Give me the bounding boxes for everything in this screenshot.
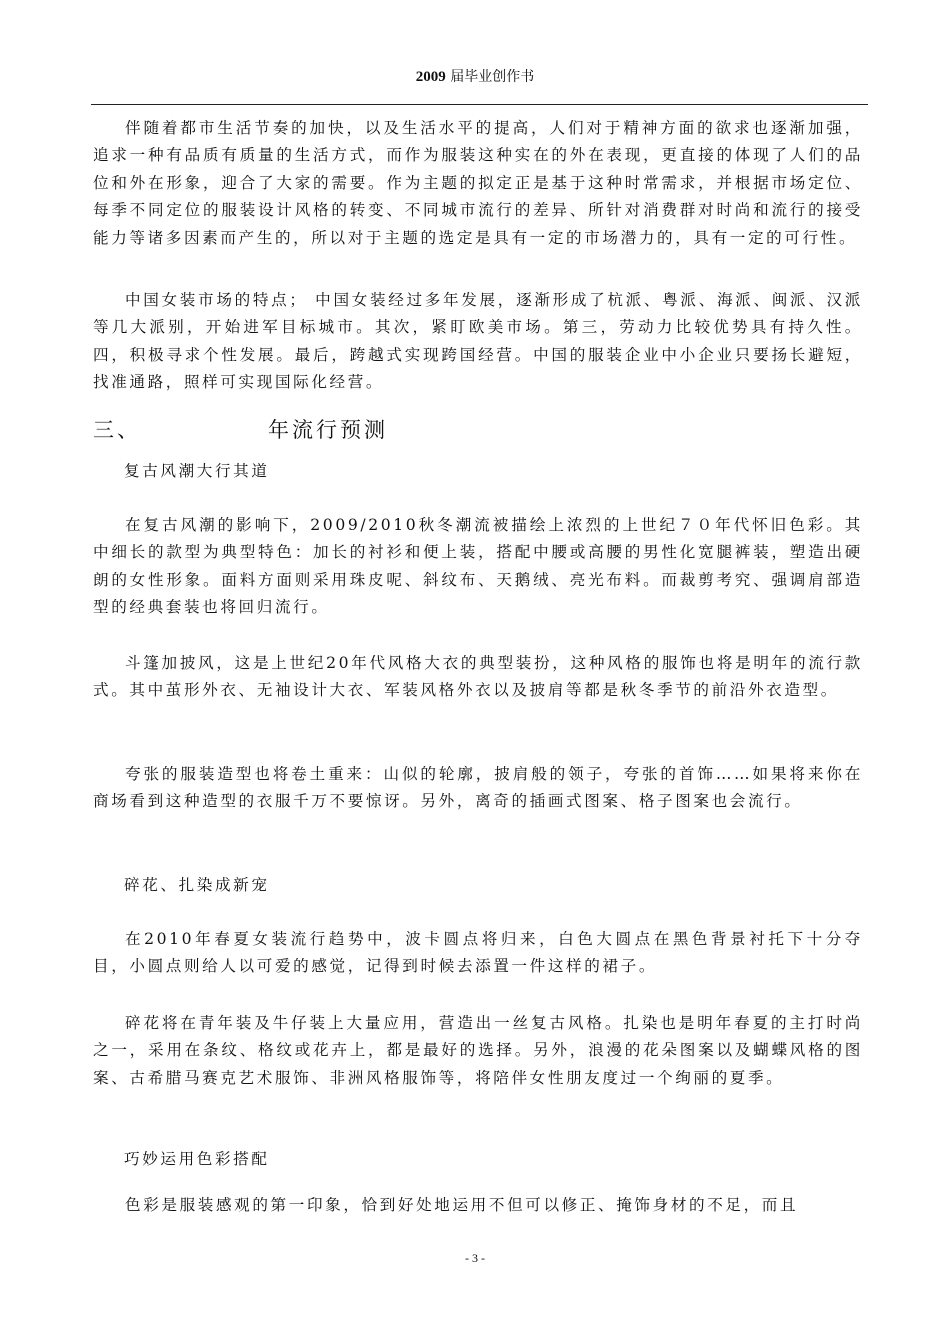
subheading-color: 巧妙运用色彩搭配 <box>124 1150 270 1168</box>
section-title: 年流行预测 <box>268 418 388 442</box>
paragraph-retro: 在复古风潮的影响下，2009/2010秋冬潮流被描绘上浓烈的上世纪７０年代怀旧色彩。其中细长的款型为典型特色：加长的衬衫和便上装，搭配中腰或高腰的男性化宽腿裤装，塑造出硬朗的女性形象。面料方面则采用珠皮呢、斜纹布、天鹅绒、亮光布料。而裁剪考究、强调肩部造型的经典套装也将回归流行。 <box>93 516 863 617</box>
paragraph-market: 中国女装市场的特点； 中国女装经过多年发展，逐渐形成了杭派、粤派、海派、闽派、汉派等几大派别，开始进军目标城市。其次，紧盯欧美市场。第三，劳动力比较优势具有持久性。四，积极寻求个性发展。最后，跨越式实现跨国经营。中国的服装企业中小企业只要扬长避短，找准通路，照样可实现国际化经营。 <box>93 291 863 392</box>
header-rule <box>91 104 868 105</box>
subheading-floral: 碎花、扎染成新宠 <box>124 876 270 894</box>
paragraph-cape: 斗篷加披风，这是上世纪20年代风格大衣的典型装扮，这种风格的服饰也将是明年的流行款式。其中茧形外衣、无袖设计大衣、军装风格外衣以及披肩等都是秋冬季节的前沿外衣造型。 <box>93 654 863 700</box>
page-header <box>0 66 950 86</box>
paragraph-theme: 伴随着都市生活节奏的加快，以及生活水平的提高，人们对于精神方面的欲求也逐渐加强，追求一种有品质有质量的生活方式，而作为服装这种实在的外在表现，更直接的体现了人们的品位和外在形象，迎合了大家的需要。作为主题的拟定正是基于这种时常需求，并根据市场定位、每季不同定位的服装设计风格的转变、不同城市流行的差异、所针对消费群对时尚和流行的接受能力等诸多因素而产生的，所以对于主题的选定是具有一定的市场潜力的，具有一定的可行性。 <box>93 119 863 247</box>
paragraph-exaggerated: 夸张的服装造型也将卷土重来：山似的轮廓，披肩般的领子，夸张的首饰……如果将来你在商场看到这种造型的衣服千万不要惊讶。另外，离奇的插画式图案、格子图案也会流行。 <box>93 765 863 811</box>
page-number: - 3 - <box>465 1251 485 1265</box>
section-heading <box>93 414 388 444</box>
paragraph-polka: 在2010年春夏女装流行趋势中，波卡圆点将归来，白色大圆点在黑色背景衬托下十分夺目，小圆点则给人以可爱的感觉，记得到时候去添置一件这样的裙子。 <box>93 930 863 976</box>
paragraph-floral: 碎花将在青年装及牛仔装上大量应用，营造出一丝复古风格。扎染也是明年春夏的主打时尚之一，采用在条纹、格纹或花卉上，都是最好的选择。另外，浪漫的花朵图案以及蝴蝶风格的图案、古希腊马赛克艺术服饰、非洲风格服饰等，将陪伴女性朋友度过一个绚丽的夏季。 <box>93 1014 863 1087</box>
section-number: 三、 <box>93 418 141 442</box>
header-title: 届毕业创作书 <box>450 69 535 85</box>
header-year: 2009 <box>415 69 446 85</box>
subheading-retro: 复古风潮大行其道 <box>124 462 270 480</box>
paragraph-color: 色彩是服装感观的第一印象，恰到好处地运用不但可以修正、掩饰身材的不足，而且 <box>125 1196 799 1214</box>
